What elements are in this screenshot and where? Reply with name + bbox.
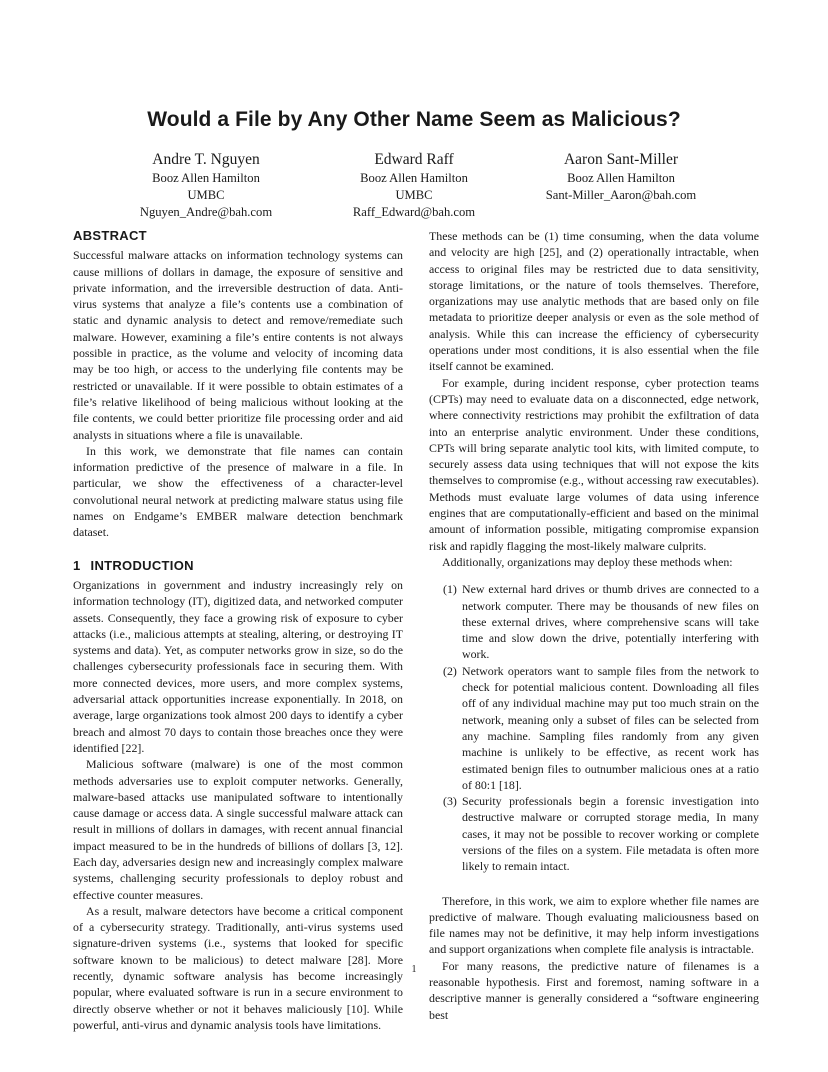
intro-paragraph-1: Organizations in government and industry increasingly rely on information technology (IT), digitized data, and networked computer assets. Consequently, they face a growing risk of exposure to cyber attacks (i.e., malicious attempts at stealing, altering, or destroying IT systems and data). Yet, as computer networks grow in size, so do the challenges cybersecurity professionals face in securing them. With more connected devices, more users, and more complex systems, adversarial attack opportunities increase exponentially. In 2018, on average, large organizations took almost 200 days to identify a cyber breach and almost 70 days to contain those breaches once they were identified [22]. (73, 577, 403, 755)
abstract-heading: ABSTRACT (73, 228, 147, 243)
intro-paragraph-3: As a result, malware detectors have become a critical component of a cybersecurity strategy. Traditionally, anti-virus systems used signature-driven systems (i.e., systems that looked for specific software known to be malicious) to detect malware [28]. More recently, dynamic software analysis has become increasingly popular, where evaluated software is run in a secure environment to directly observe whether or not it behaves maliciously [10]. While powerful, anti-virus and dynamic analysis tools have limitations. (73, 903, 403, 1032)
right-paragraph-1: These methods can be (1) time consuming, when the data volume and velocity are high [25], and (2) operationally intractable, when access to original files may be restricted due to data sensitivity, storage limitations, or the nature of tools themselves. Therefore, organizations may use analytic methods that are based only on file metadata to prioritize deeper analysis or even as the sole method of analysis. While this can increase the efficiency of cybersecurity operations under most conditions, it is also essential when the file itself cannot be examined. (429, 229, 759, 374)
list-marker: (2) (443, 663, 457, 678)
author-affiliation: Booz Allen Hamilton (152, 171, 260, 185)
left-column (73, 228, 403, 1033)
list-item (429, 663, 759, 793)
right-paragraph-2: For example, during incident response, cyber protection teams (CPTs) may need to evaluate data on a disconnected, edge network, where connectivity restrictions may prohibit the exfiltration of data into an enterprise analytic environment. Under these conditions, CPTs will bring separate analytic tool kits, with limited compute, to securely assess data using techniques that will not expose the kits themselves to compromise (e.g., without accessing raw executables). Methods must evaluate large volumes of data using inference engines that are computationally-efficient and based on the minimal amount of information possible, mitigating compromise expansion risk and rapidly flagging the most-likely malware culprits. (429, 375, 759, 553)
author-name: Aaron Sant-Miller (563, 151, 679, 168)
author-email: Sant-Miller_Aaron@bah.com (545, 188, 697, 202)
author-name: Andre T. Nguyen (152, 151, 260, 168)
right-paragraph-5: For many reasons, the predictive nature of filenames is a reasonable hypothesis. First and foremost, naming software in a descriptive manner is generally considered a “software engineering best (429, 958, 759, 1022)
author-affiliation: Booz Allen Hamilton (567, 171, 675, 185)
author-name: Edward Raff (374, 151, 454, 168)
author-affiliation: UMBC (187, 188, 225, 202)
author-affiliation: Booz Allen Hamilton (360, 171, 468, 185)
list-item-text: New external hard drives or thumb drives are connected to a network computer. There may be thousands of new files on these external drives, where comprehensive scans will take time and slow down the drive, potentially interfering with work. (462, 582, 759, 662)
right-column (429, 228, 759, 1023)
abstract-paragraph-2: In this work, we demonstrate that file names can contain information predictive of the presence of malware in a file. In particular, we show the effectiveness of a character-level convolutional neural network at predicting malware status using file names on Endgame’s EMBER malware detection benchmark dataset. (73, 443, 403, 540)
list-item-text: Network operators want to sample files from the network to check for potential malicious content. Downloading all files off of any individual machine may put too much strain on the network, meaning only a subset of files can be selected from any machine. Sampling files randomly from any given machine is unlikely to be effective, as recent work has estimated benign files to outnumber malicious ones at a ratio of 80:1 [18]. (462, 663, 759, 792)
author-affiliation: UMBC (395, 188, 433, 202)
section-number: 1 (73, 557, 81, 573)
author-block-3 (491, 150, 751, 204)
right-paragraph-4: Therefore, in this work, we aim to explore whether file names are predictive of malware. Though evaluating maliciousness based on file names may not be definitive, it may help inform investigations and support organizations when complete file analysis is intractable. (429, 893, 759, 957)
section-title: INTRODUCTION (90, 557, 194, 573)
use-case-list (429, 581, 759, 874)
author-email: Nguyen_Andre@bah.com (139, 205, 273, 219)
list-item (429, 581, 759, 662)
list-item (429, 793, 759, 874)
abstract-paragraph-1: Successful malware attacks on information technology systems can cause millions of dollars in damage, the exposure of sensitive and private information, and the irreversible destruction of data. Anti-virus systems that analyze a file’s contents use a combination of static and dynamic analysis to detect and remove/remediate such malware. However, examining a file’s entire contents is not always possible in practice, as the volume and velocity of incoming data may be too high, or access to the underlying file contents may be restricted or unavailable. If it were possible to obtain estimates of a file’s relative likelihood of being malicious without looking at the file contents, we could better prioritize file processing order and aid analysts in situations where a file is unavailable. (73, 248, 403, 442)
right-paragraph-3: Additionally, organizations may deploy these methods when: (442, 554, 733, 569)
paper-title: Would a File by Any Other Name Seem as Malicious? (147, 108, 681, 131)
page-number: 1 (411, 964, 417, 975)
list-marker: (3) (443, 794, 457, 809)
intro-paragraph-2: Malicious software (malware) is one of the most common methods adversaries use to exploit computer networks. Generally, malware-based attacks use manipulated software to intentionally cause damage or access data. A single successful malware attack can result in millions of dollars in damages, with recent annual financial impact measured to be in the hundreds of billions of dollars [3, 12]. Each day, adversaries design new and increasingly complex malware systems, challenging security professionals to deploy robust and effective counter measures. (73, 757, 403, 902)
list-marker: (1) (443, 582, 457, 597)
list-item-text: Security professionals begin a forensic investigation into destructive malware or corrupted storage media, In many cases, it may not be possible to recover working or complete versions of the files on a system. File metadata is often more likely to remain intact. (462, 794, 759, 874)
author-email: Raff_Edward@bah.com (352, 205, 476, 219)
introduction-heading (73, 558, 403, 574)
